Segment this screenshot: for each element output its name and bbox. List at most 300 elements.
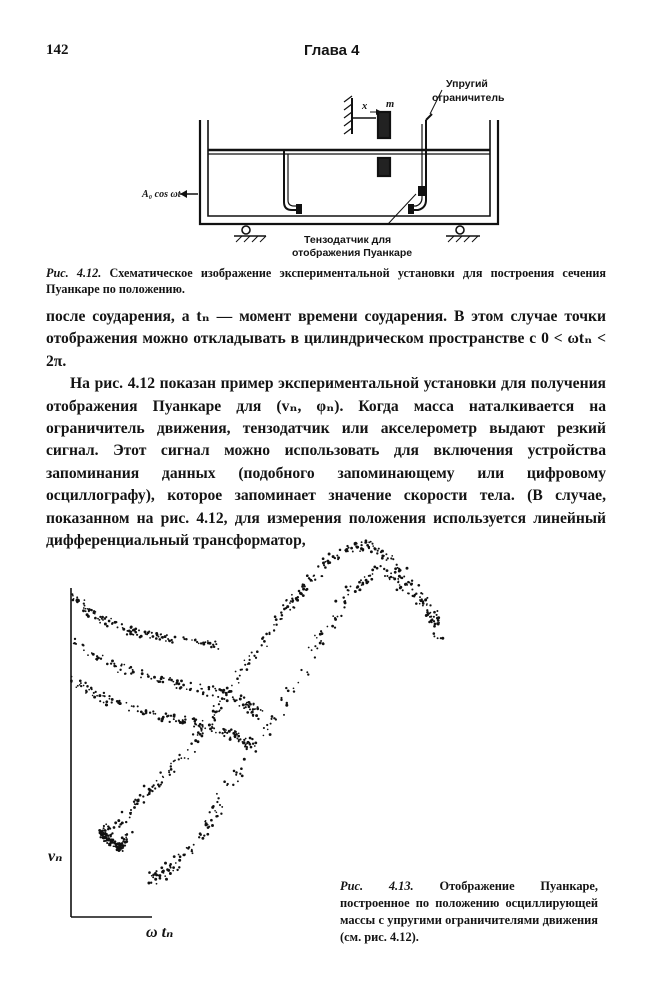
map-point bbox=[143, 801, 146, 804]
map-point bbox=[121, 623, 123, 625]
map-point bbox=[299, 592, 302, 595]
map-point bbox=[233, 698, 235, 700]
map-point bbox=[211, 723, 213, 725]
map-point bbox=[396, 588, 399, 591]
map-point bbox=[386, 569, 389, 572]
map-point bbox=[211, 730, 213, 732]
map-point bbox=[273, 629, 275, 631]
map-point bbox=[235, 731, 237, 733]
map-point bbox=[235, 671, 237, 673]
map-point bbox=[209, 811, 211, 813]
map-point bbox=[118, 702, 121, 705]
map-point bbox=[169, 721, 171, 723]
map-point bbox=[170, 715, 172, 717]
map-point bbox=[214, 641, 216, 643]
map-point bbox=[223, 735, 225, 737]
map-point bbox=[385, 553, 387, 555]
map-point bbox=[270, 718, 272, 720]
map-point bbox=[371, 569, 374, 572]
map-point bbox=[174, 684, 176, 686]
map-point bbox=[212, 716, 214, 718]
map-point bbox=[370, 550, 373, 553]
map-point bbox=[126, 838, 128, 840]
map-point bbox=[360, 544, 362, 546]
map-point bbox=[74, 638, 76, 640]
map-point bbox=[141, 672, 144, 675]
map-point bbox=[118, 825, 120, 827]
map-point bbox=[191, 849, 193, 851]
map-point bbox=[255, 714, 258, 717]
map-point bbox=[364, 576, 366, 578]
map-point bbox=[111, 622, 113, 624]
map-point bbox=[292, 599, 295, 602]
map-point bbox=[398, 568, 400, 570]
map-point bbox=[197, 734, 199, 736]
map-point bbox=[92, 612, 94, 614]
map-point bbox=[217, 797, 219, 799]
body-text bbox=[46, 306, 606, 552]
map-point bbox=[110, 840, 113, 843]
map-point bbox=[160, 677, 163, 680]
map-point bbox=[433, 611, 436, 614]
map-point bbox=[300, 669, 302, 671]
map-point bbox=[309, 578, 311, 580]
map-point bbox=[246, 711, 249, 714]
map-point bbox=[73, 643, 75, 645]
map-point bbox=[215, 690, 217, 692]
map-point bbox=[125, 840, 128, 843]
map-point bbox=[136, 634, 138, 636]
map-point bbox=[111, 701, 113, 703]
map-point bbox=[212, 685, 214, 687]
map-point bbox=[170, 763, 172, 765]
map-point bbox=[137, 799, 139, 801]
map-point bbox=[262, 710, 264, 712]
map-point bbox=[137, 705, 139, 707]
map-point bbox=[179, 687, 182, 690]
map-point bbox=[244, 664, 246, 666]
map-point bbox=[398, 575, 401, 578]
map-point bbox=[125, 821, 127, 823]
map-point bbox=[350, 547, 353, 550]
map-point bbox=[88, 608, 91, 611]
map-point bbox=[237, 780, 239, 782]
map-point bbox=[108, 695, 110, 697]
map-point bbox=[263, 727, 265, 729]
map-point bbox=[252, 715, 254, 717]
map-point bbox=[201, 730, 203, 732]
map-point bbox=[298, 590, 301, 593]
map-point bbox=[225, 694, 228, 697]
map-point bbox=[296, 599, 299, 602]
map-point bbox=[232, 784, 234, 786]
map-point bbox=[161, 781, 163, 783]
map-point bbox=[99, 836, 101, 838]
map-point bbox=[368, 575, 370, 577]
map-point bbox=[364, 541, 367, 544]
map-point bbox=[187, 749, 189, 751]
map-point bbox=[130, 672, 132, 674]
figure-4-12-caption bbox=[46, 265, 606, 297]
map-point bbox=[256, 707, 259, 710]
map-point bbox=[167, 869, 170, 872]
map-point bbox=[84, 599, 86, 601]
map-point bbox=[221, 732, 223, 734]
map-point bbox=[390, 576, 392, 578]
map-point bbox=[295, 598, 297, 600]
map-point bbox=[173, 855, 176, 858]
map-point bbox=[198, 643, 200, 645]
map-point bbox=[158, 874, 161, 877]
map-point bbox=[71, 593, 73, 595]
map-point bbox=[419, 596, 421, 598]
map-point bbox=[144, 630, 147, 633]
map-point bbox=[356, 586, 359, 589]
map-point bbox=[394, 571, 397, 574]
map-point bbox=[197, 731, 200, 734]
map-point bbox=[433, 632, 436, 635]
map-point bbox=[424, 598, 427, 601]
map-point bbox=[280, 611, 282, 613]
map-point bbox=[134, 631, 136, 633]
map-point bbox=[119, 669, 121, 671]
map-point bbox=[257, 718, 259, 720]
map-point bbox=[107, 837, 110, 840]
map-point bbox=[238, 705, 240, 707]
map-point bbox=[390, 557, 392, 559]
map-point bbox=[176, 687, 178, 689]
map-point bbox=[162, 870, 165, 873]
map-point bbox=[164, 862, 167, 865]
map-point bbox=[380, 551, 382, 553]
map-point bbox=[158, 636, 160, 638]
map-point bbox=[151, 632, 153, 634]
map-point bbox=[436, 623, 438, 625]
map-point bbox=[371, 543, 373, 545]
map-point bbox=[376, 552, 378, 554]
map-point bbox=[75, 599, 78, 602]
map-point bbox=[383, 568, 385, 570]
map-point bbox=[214, 714, 216, 716]
map-point bbox=[94, 617, 97, 620]
map-point bbox=[109, 698, 111, 700]
map-point bbox=[390, 572, 392, 574]
map-point bbox=[433, 625, 436, 628]
map-point bbox=[158, 717, 161, 720]
map-point bbox=[306, 671, 308, 673]
map-point bbox=[251, 711, 254, 714]
map-point bbox=[149, 637, 151, 639]
map-point bbox=[109, 834, 111, 836]
map-point bbox=[291, 594, 293, 596]
map-point bbox=[178, 854, 180, 856]
map-point bbox=[133, 806, 136, 809]
map-point bbox=[215, 732, 217, 734]
map-point bbox=[169, 677, 171, 679]
map-point bbox=[171, 641, 174, 644]
map-point bbox=[248, 742, 250, 744]
map-point bbox=[194, 751, 196, 753]
map-point bbox=[150, 882, 152, 884]
map-point bbox=[248, 701, 251, 704]
map-point bbox=[297, 596, 299, 598]
map-point bbox=[110, 662, 112, 664]
x-axis-label: ω tₙ bbox=[146, 924, 174, 941]
map-point bbox=[240, 767, 243, 770]
map-point bbox=[254, 742, 257, 745]
map-point bbox=[426, 613, 429, 616]
map-point bbox=[263, 735, 265, 737]
map-point bbox=[219, 700, 221, 702]
map-point bbox=[408, 592, 410, 594]
map-point bbox=[302, 594, 305, 597]
map-point bbox=[170, 768, 173, 771]
map-point bbox=[130, 812, 132, 814]
map-point bbox=[132, 669, 134, 671]
map-point bbox=[76, 686, 78, 688]
map-point bbox=[149, 789, 152, 792]
map-point bbox=[79, 684, 81, 686]
map-point bbox=[175, 720, 177, 722]
map-point bbox=[113, 665, 116, 668]
map-point bbox=[91, 652, 93, 654]
map-point bbox=[328, 553, 331, 556]
map-point bbox=[436, 617, 439, 620]
map-point bbox=[305, 589, 308, 592]
map-point bbox=[208, 688, 210, 690]
map-point bbox=[117, 843, 120, 846]
map-point bbox=[169, 774, 171, 776]
map-point bbox=[419, 603, 421, 605]
map-point bbox=[88, 689, 90, 691]
map-point bbox=[122, 628, 125, 631]
map-point bbox=[209, 727, 212, 730]
map-point bbox=[131, 633, 133, 635]
map-point bbox=[243, 739, 245, 741]
map-point bbox=[159, 878, 161, 880]
map-point bbox=[161, 636, 164, 639]
map-point bbox=[115, 621, 117, 623]
map-point bbox=[239, 738, 241, 740]
map-point bbox=[286, 599, 288, 601]
map-point bbox=[83, 607, 85, 609]
map-point bbox=[186, 688, 188, 690]
map-point bbox=[202, 642, 205, 645]
map-point bbox=[152, 873, 155, 876]
map-point bbox=[208, 826, 210, 828]
map-point bbox=[253, 655, 255, 657]
map-point bbox=[137, 710, 139, 712]
map-point bbox=[202, 732, 204, 734]
map-point bbox=[417, 584, 420, 587]
map-point bbox=[345, 585, 348, 588]
map-point bbox=[159, 771, 161, 773]
map-point bbox=[182, 636, 184, 638]
map-point bbox=[202, 691, 205, 694]
map-point bbox=[173, 771, 175, 773]
map-point bbox=[411, 580, 413, 582]
map-point bbox=[103, 692, 105, 694]
map-point bbox=[174, 636, 177, 639]
map-point bbox=[322, 562, 325, 565]
map-point bbox=[131, 831, 134, 834]
map-point bbox=[191, 639, 193, 641]
map-point bbox=[217, 648, 219, 650]
map-point bbox=[373, 566, 376, 569]
map-point bbox=[365, 581, 368, 584]
map-point bbox=[431, 621, 433, 623]
map-point bbox=[313, 574, 315, 576]
map-point bbox=[426, 611, 429, 614]
map-point bbox=[220, 813, 222, 815]
map-point bbox=[354, 590, 357, 593]
map-point bbox=[227, 783, 229, 785]
map-point bbox=[151, 790, 153, 792]
map-point bbox=[293, 690, 295, 692]
map-point bbox=[206, 695, 208, 697]
map-point bbox=[173, 718, 175, 720]
map-point bbox=[147, 673, 149, 675]
map-point bbox=[319, 642, 322, 645]
map-point bbox=[392, 577, 394, 579]
map-point bbox=[438, 622, 440, 624]
map-point bbox=[429, 604, 431, 606]
map-point bbox=[83, 649, 85, 651]
map-point bbox=[192, 717, 195, 720]
map-point bbox=[249, 708, 251, 710]
map-point bbox=[334, 618, 337, 621]
map-point bbox=[195, 724, 197, 726]
map-point bbox=[282, 604, 284, 606]
map-point bbox=[360, 579, 362, 581]
map-point bbox=[354, 542, 357, 545]
map-point bbox=[194, 720, 197, 723]
map-point bbox=[292, 606, 294, 608]
figure-4-13-caption bbox=[340, 878, 598, 946]
map-point bbox=[220, 707, 223, 710]
map-point bbox=[93, 696, 96, 699]
map-point bbox=[179, 721, 182, 724]
map-point bbox=[260, 709, 262, 711]
map-point bbox=[307, 673, 309, 675]
map-point bbox=[96, 659, 98, 661]
map-point bbox=[273, 717, 275, 719]
map-point bbox=[175, 683, 177, 685]
map-point bbox=[79, 679, 82, 682]
map-point bbox=[182, 684, 185, 687]
map-point bbox=[108, 620, 111, 623]
map-point bbox=[106, 704, 108, 706]
map-point bbox=[210, 646, 213, 649]
map-point bbox=[133, 800, 135, 802]
map-point bbox=[222, 728, 224, 730]
map-point bbox=[269, 733, 272, 736]
map-point bbox=[154, 787, 156, 789]
map-point bbox=[428, 621, 431, 624]
map-point bbox=[168, 640, 170, 642]
map-point bbox=[321, 575, 323, 577]
map-point bbox=[102, 832, 104, 834]
map-point bbox=[250, 746, 253, 749]
map-point bbox=[422, 605, 424, 607]
map-point bbox=[399, 584, 401, 586]
map-point bbox=[100, 658, 102, 660]
map-point bbox=[346, 545, 348, 547]
map-point bbox=[170, 679, 173, 682]
map-point bbox=[83, 685, 85, 687]
map-point bbox=[90, 609, 92, 611]
map-point bbox=[302, 588, 305, 591]
map-point bbox=[243, 696, 245, 698]
map-point bbox=[84, 605, 86, 607]
map-point bbox=[386, 575, 388, 577]
map-point bbox=[275, 623, 277, 625]
map-point bbox=[201, 724, 203, 726]
map-point bbox=[207, 824, 209, 826]
map-point bbox=[397, 581, 399, 583]
map-point bbox=[436, 610, 438, 612]
map-point bbox=[111, 698, 114, 701]
map-point bbox=[106, 663, 109, 666]
map-point bbox=[327, 626, 329, 628]
map-point bbox=[214, 688, 216, 690]
map-point bbox=[71, 676, 73, 678]
map-point bbox=[213, 705, 215, 707]
map-point bbox=[130, 809, 132, 811]
map-point bbox=[186, 847, 188, 849]
map-point bbox=[244, 745, 246, 747]
map-point bbox=[136, 802, 139, 805]
page-number: 142 bbox=[46, 42, 69, 58]
map-point bbox=[213, 727, 215, 729]
map-point bbox=[415, 592, 417, 594]
map-point bbox=[323, 564, 325, 566]
map-point bbox=[85, 610, 87, 612]
map-point bbox=[113, 842, 116, 845]
map-point bbox=[304, 585, 306, 587]
map-point bbox=[285, 607, 287, 609]
map-point bbox=[356, 546, 359, 549]
map-point bbox=[321, 632, 324, 635]
map-point bbox=[160, 719, 163, 722]
map-point bbox=[334, 600, 337, 603]
map-point bbox=[214, 719, 217, 722]
map-point bbox=[110, 618, 112, 620]
map-point bbox=[117, 819, 120, 822]
map-point bbox=[410, 583, 413, 586]
map-point bbox=[210, 819, 213, 822]
map-point bbox=[160, 866, 163, 869]
map-point bbox=[216, 812, 218, 814]
map-point bbox=[217, 696, 219, 698]
map-point bbox=[261, 644, 263, 646]
map-point bbox=[184, 716, 186, 718]
map-point bbox=[82, 609, 85, 612]
map-point bbox=[102, 836, 105, 839]
map-point bbox=[430, 612, 432, 614]
map-point bbox=[311, 649, 313, 651]
map-point bbox=[193, 725, 195, 727]
map-point bbox=[266, 645, 268, 647]
map-point bbox=[285, 704, 288, 707]
map-point bbox=[429, 616, 431, 618]
map-point bbox=[420, 600, 423, 603]
map-point bbox=[372, 573, 374, 575]
map-point bbox=[126, 833, 128, 835]
map-point bbox=[347, 594, 349, 596]
map-point bbox=[223, 780, 226, 783]
map-point bbox=[179, 855, 182, 858]
